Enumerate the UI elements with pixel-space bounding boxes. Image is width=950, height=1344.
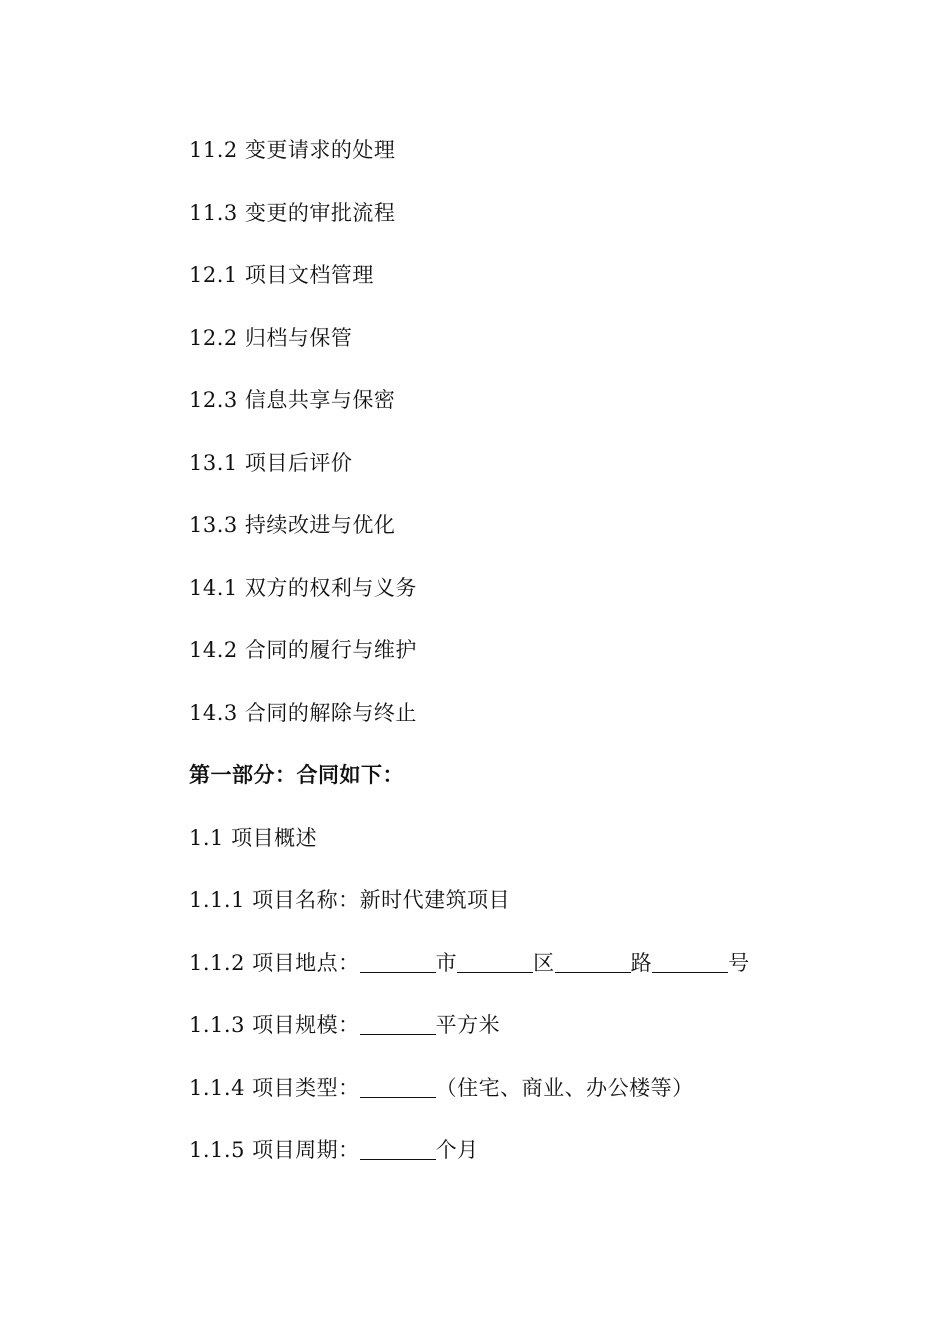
- document-body: [189, 132, 869, 1195]
- fill-blank-type: [360, 1073, 436, 1098]
- road-unit: 路: [630, 950, 653, 975]
- toc-item: 13.1 项目后评价: [189, 450, 353, 475]
- toc-item: 11.3 变更的审批流程: [189, 200, 396, 225]
- project-type-line: [189, 1070, 869, 1133]
- part-heading: 第一部分：合同如下：: [189, 763, 404, 787]
- toc-item: 14.1 双方的权利与义务: [189, 575, 417, 600]
- toc-item: 12.3 信息共享与保密: [189, 388, 396, 412]
- city-unit: 市: [435, 950, 458, 975]
- scale-unit: 平方米: [435, 1013, 501, 1037]
- field-label: 1.1.4 项目类型：: [189, 1075, 360, 1100]
- section-title: 1.1 项目概述: [189, 825, 318, 850]
- field-label: 1.1.2 项目地点：: [189, 950, 360, 975]
- district-unit: 区: [533, 950, 555, 975]
- toc-item: 13.3 持续改进与优化: [189, 513, 396, 537]
- toc-item: 11.2 变更请求的处理: [189, 138, 396, 162]
- project-name-line: 1.1.1 项目名称：新时代建筑项目: [189, 888, 511, 912]
- fill-blank-number: [652, 948, 728, 973]
- project-location-line: [189, 945, 869, 1008]
- toc-item: 14.3 合同的解除与终止: [189, 700, 417, 725]
- fill-blank-scale: [360, 1010, 436, 1035]
- fill-blank-road: [555, 948, 631, 973]
- field-label: 1.1.3 项目规模：: [189, 1013, 360, 1037]
- field-label: 1.1.5 项目周期：: [189, 1138, 360, 1162]
- type-note: （住宅、商业、办公楼等）: [435, 1075, 694, 1100]
- fill-blank-district: [457, 948, 533, 973]
- toc-item: 14.2 合同的履行与维护: [189, 638, 417, 662]
- fill-blank-period: [360, 1135, 436, 1160]
- fill-blank-city: [360, 948, 436, 973]
- period-unit: 个月: [435, 1138, 479, 1162]
- project-period-line: [189, 1132, 869, 1195]
- project-scale-line: [189, 1007, 869, 1070]
- toc-item: 12.2 归档与保管: [189, 325, 353, 350]
- toc-item: 12.1 项目文档管理: [189, 263, 374, 287]
- number-unit: 号: [728, 950, 750, 975]
